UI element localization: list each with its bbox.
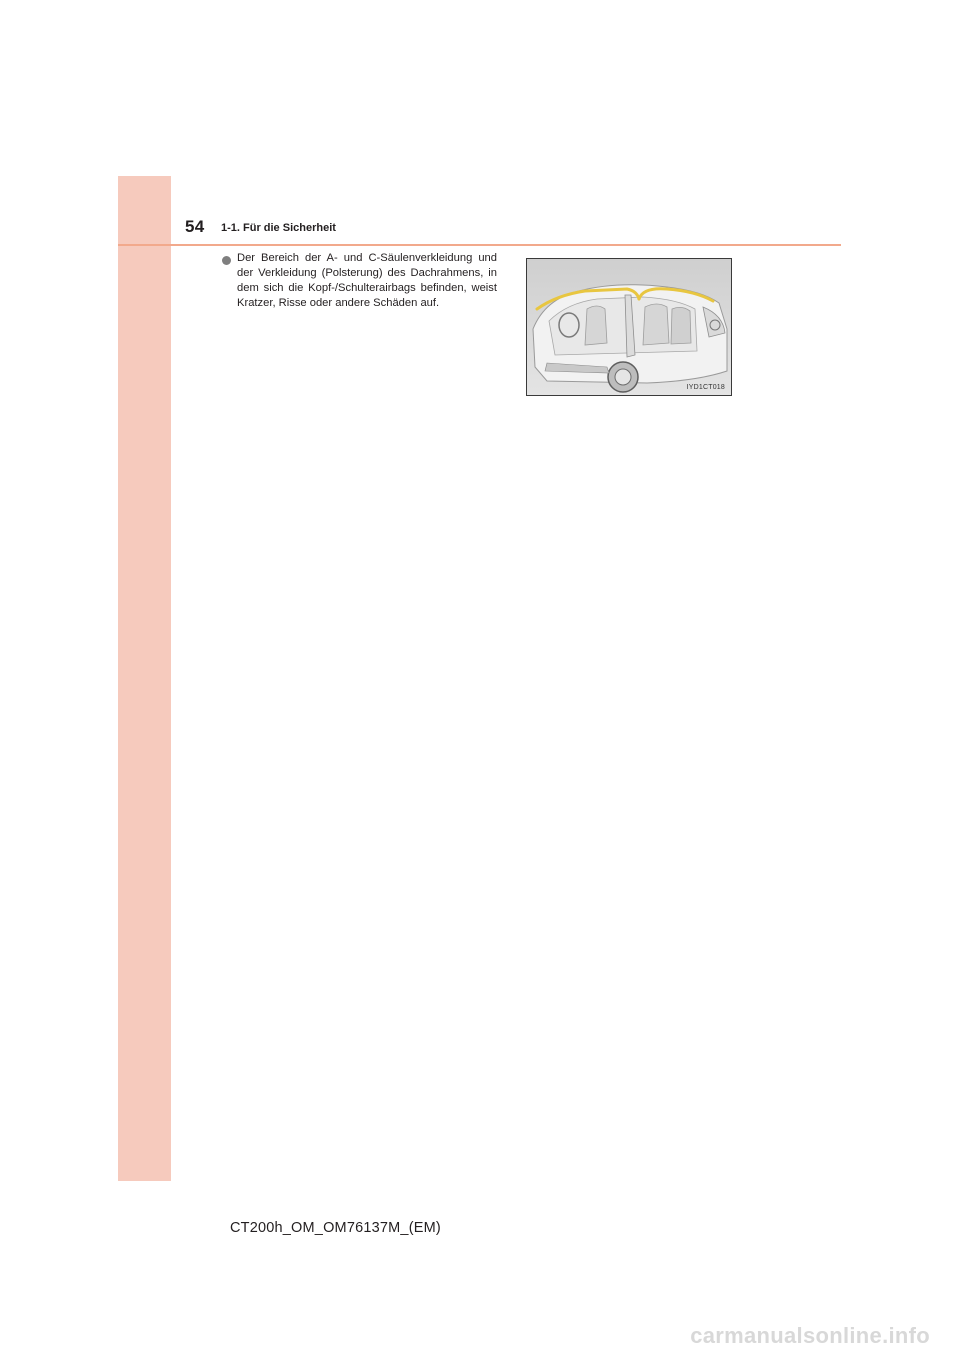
page-number: 54 [185, 217, 205, 236]
header-rule [118, 244, 841, 246]
figure-code: IYD1CT018 [686, 384, 725, 391]
footer-model-code: CT200h_OM_OM76137M_(EM) [230, 1220, 441, 1236]
section-title: 1-1. Für die Sicherheit [221, 222, 336, 234]
watermark-text: carmanualsonline.info [690, 1323, 930, 1348]
side-tab-bar [118, 176, 171, 1181]
bullet-icon [222, 256, 231, 265]
bullet-paragraph: Der Bereich der A- und C-Säulenverkleidung und der Verkleidung (Polsterung) des Dachrahmens, in dem sich die Kopf-/Schulterairbags befinden, weist Kratzer, Risse oder andere Schäden auf. [237, 252, 497, 309]
car-illustration [527, 259, 732, 396]
car-interior-figure [526, 258, 732, 396]
